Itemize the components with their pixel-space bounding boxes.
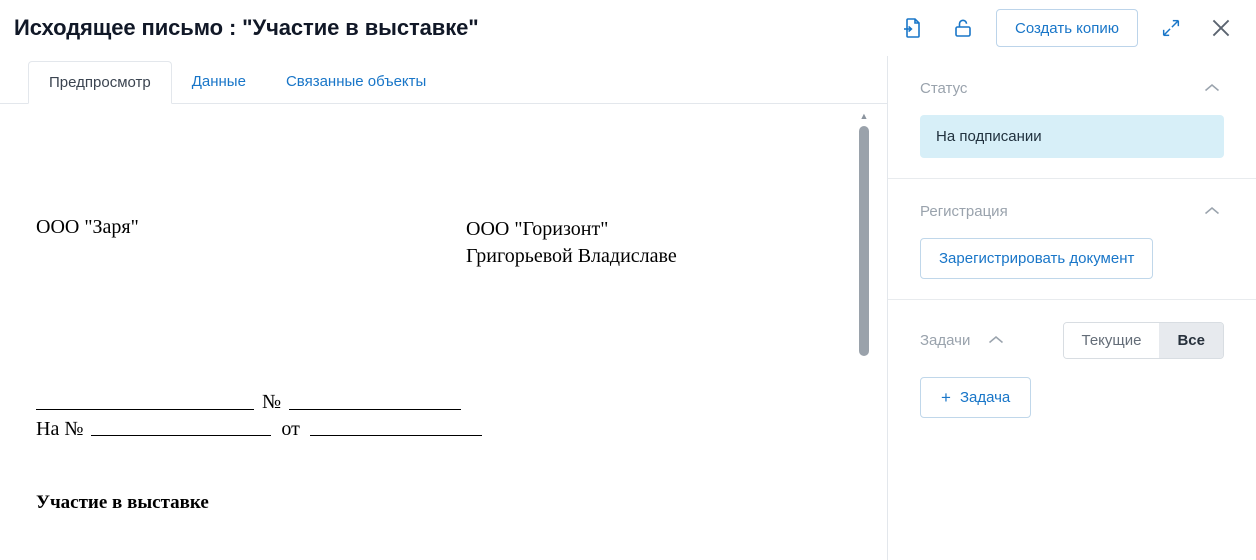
reply-date-rule — [310, 420, 482, 436]
preview-pane — [0, 56, 887, 560]
tasks-section-header — [920, 322, 1224, 359]
reply-label: На № — [36, 418, 84, 440]
document-preview-area — [0, 104, 887, 560]
recipient-person: Григорьевой Владиславе — [466, 245, 677, 267]
chevron-up-icon-tasks[interactable] — [984, 330, 1008, 351]
status-section-header — [920, 78, 1224, 99]
expand-diagonal-icon — [1160, 17, 1182, 39]
add-task-button[interactable] — [920, 377, 1031, 418]
document-export-icon-button[interactable] — [896, 11, 930, 45]
tab-bar — [0, 56, 887, 104]
add-task-label: Задача — [959, 389, 1011, 406]
outgoing-number-rule — [289, 394, 461, 410]
registration-section-title: Регистрация — [920, 203, 1008, 220]
registration-section-header — [920, 201, 1224, 222]
document-number-block — [36, 390, 827, 440]
recipient-block — [466, 216, 677, 270]
header-actions — [896, 9, 1238, 47]
register-document-button[interactable]: Зарегистрировать документ — [920, 238, 1153, 279]
page-title: Исходящее письмо : "Участие в выставке" — [14, 15, 479, 40]
close-icon — [1208, 15, 1234, 41]
document-export-icon — [901, 16, 925, 40]
document-parties-row — [36, 216, 827, 270]
status-section-title: Статус — [920, 80, 968, 97]
tasks-section — [888, 300, 1256, 438]
window-body — [0, 56, 1256, 560]
tasks-filter-group — [1063, 322, 1225, 359]
tasks-section-title: Задачи — [920, 332, 971, 349]
scrollbar-thumb[interactable] — [859, 126, 869, 356]
number-symbol: № — [262, 391, 282, 413]
outgoing-date-rule — [36, 394, 254, 410]
reply-number-line — [36, 416, 827, 440]
recipient-organization: ООО "Горизонт" — [466, 218, 609, 240]
preview-scrollbar[interactable] — [859, 112, 869, 552]
chevron-up-icon — [1204, 83, 1220, 93]
chevron-up-icon — [988, 335, 1004, 345]
close-icon-button[interactable] — [1204, 11, 1238, 45]
create-copy-button[interactable]: Создать копию — [996, 9, 1138, 47]
tasks-filter-current[interactable]: Текущие — [1064, 323, 1160, 358]
chevron-up-icon-registration[interactable] — [1200, 201, 1224, 222]
status-badge[interactable]: На подписании — [920, 115, 1224, 158]
lock-open-icon-button[interactable] — [946, 11, 980, 45]
window-header — [0, 0, 1256, 56]
document-subject: Участие в выставке — [36, 492, 209, 513]
tasks-filter-all[interactable]: Все — [1159, 323, 1223, 358]
side-panel — [888, 56, 1256, 560]
tab-data[interactable]: Данные — [191, 73, 246, 90]
tab-related-objects[interactable]: Связанные объекты — [285, 73, 427, 90]
outgoing-number-line — [36, 390, 827, 413]
tasks-title-group — [920, 330, 1063, 351]
status-section — [888, 56, 1256, 179]
date-label: от — [281, 418, 300, 440]
document-body — [0, 104, 887, 560]
tab-preview[interactable]: Предпросмотр — [28, 61, 172, 104]
chevron-up-icon-status[interactable] — [1200, 78, 1224, 99]
chevron-up-icon — [1204, 206, 1220, 216]
scroll-up-icon[interactable]: ▲ — [859, 111, 869, 121]
sender-organization: ООО "Заря" — [36, 216, 139, 238]
expand-diagonal-icon-button[interactable] — [1154, 11, 1188, 45]
registration-section — [888, 179, 1256, 300]
plus-icon: + — [941, 388, 951, 407]
lock-open-icon — [951, 16, 975, 40]
reply-number-rule — [91, 420, 271, 436]
